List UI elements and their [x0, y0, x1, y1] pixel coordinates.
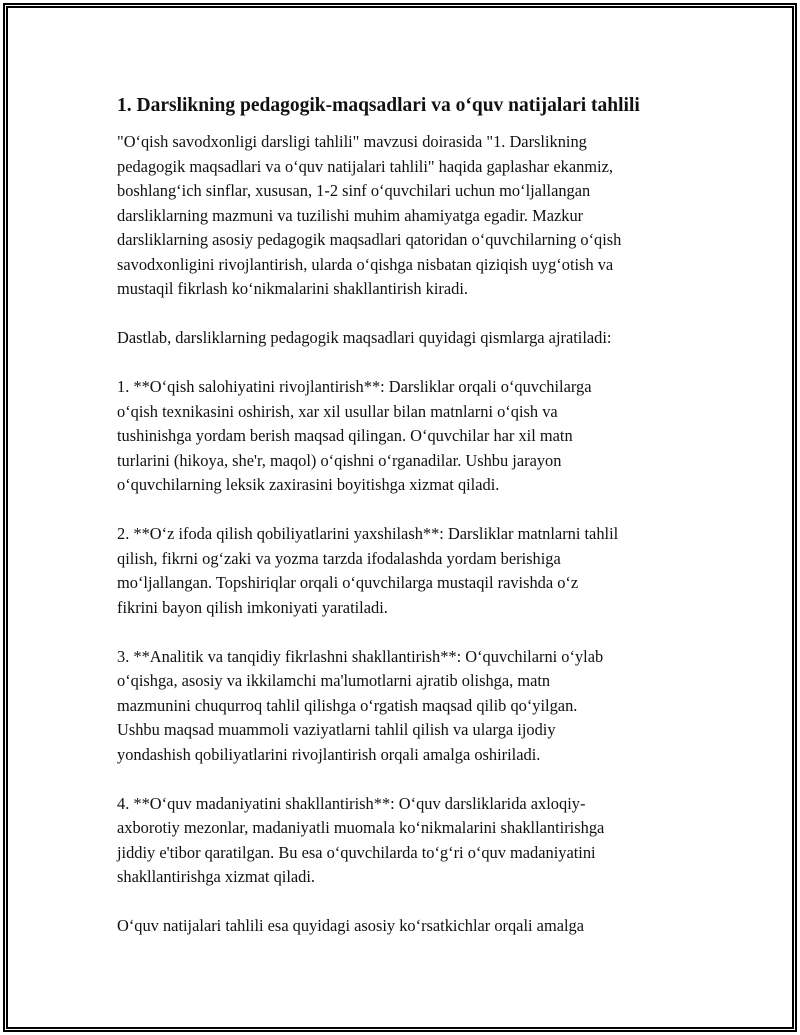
text-line: darsliklarning asosiy pedagogik maqsadlari qatoridan o‘quvchilarning o‘qish	[117, 230, 622, 249]
text-line: 3. **Analitik va tanqidiy fikrlashni shakllantirish**: O‘quvchilarni o‘ylab	[117, 646, 604, 666]
paragraph	[117, 522, 692, 620]
text-line: tushinishga yordam berish maqsad qilingan. O‘quvchilar har xil matn	[117, 426, 573, 445]
text-line: jiddiy e'tibor qaratilgan. Bu esa o‘quvchilarda to‘g‘ri o‘quv madaniyatini	[117, 842, 596, 862]
document-body	[117, 92, 692, 963]
text-line: yondashish qobiliyatlarini rivojlantirish orqali amalga oshiriladi.	[117, 744, 541, 764]
text-line: darsliklarning mazmuni va tuzilishi muhim ahamiyatga egadir. Mazkur	[117, 205, 584, 225]
text-line: mustaqil fikrlash ko‘nikmalarini shakllantirish kiradi.	[117, 279, 468, 298]
paragraph	[117, 645, 692, 768]
text-line: savodxonligini rivojlantirish, ularda o‘qishga nisbatan qiziqish uyg‘otish va	[117, 254, 614, 274]
text-line: 2. **O‘z ifoda qilish qobiliyatlarini yaxshilash**: Darsliklar matnlarni tahlil	[117, 524, 619, 543]
text-line: o‘qish texnikasini oshirish, xar xil usullar bilan matnlarni o‘qish va	[117, 401, 558, 421]
paragraph	[117, 792, 692, 890]
paragraph	[117, 326, 692, 351]
text-line: turlarini (hikoya, she'r, maqol) o‘qishni o‘rganadilar. Ushbu jarayon	[117, 450, 562, 470]
text-line: 1. **O‘qish salohiyatini rivojlantirish**: Darsliklar orqali o‘quvchilarga	[117, 377, 592, 396]
text-line: mo‘ljallangan. Topshiriqlar orqali o‘quvchilarga mustaqil ravishda o‘z	[117, 573, 579, 592]
text-line: shakllantirishga xizmat qiladi.	[117, 867, 316, 886]
paragraph	[117, 130, 692, 302]
text-line: pedagogik maqsadlari va o‘quv natijalari tahlili" haqida gaplashar ekanmiz,	[117, 156, 613, 176]
text-line: qilish, fikrni og‘zaki va yozma tarzda ifodalashda yordam berishiga	[117, 548, 561, 568]
paragraph	[117, 375, 692, 498]
section-heading: 1. Darslikning pedagogik-maqsadlari va o‘quv natijalari tahlili	[117, 95, 640, 116]
text-line: mazmunini chuqurroq tahlil qilishga o‘rgatish maqsad qilib qo‘yilgan.	[117, 695, 578, 715]
text-line: Ushbu maqsad muammoli vaziyatlarni tahlil qilish va ularga ijodiy	[117, 720, 556, 739]
text-line: "O‘qish savodxonligi darsligi tahlili" mavzusi doirasida "1. Darslikning	[117, 132, 587, 151]
text-line: o‘qishga, asosiy va ikkilamchi ma'lumotlarni ajratib olishga, matn	[117, 671, 551, 690]
text-line: boshlang‘ich sinflar, xususan, 1-2 sinf o‘quvchilari uchun mo‘ljallangan	[117, 181, 591, 200]
text-line: axborotiy mezonlar, madaniyatli muomala ko‘nikmalarini shakllantirishga	[117, 818, 605, 837]
text-line: Dastlab, darsliklarning pedagogik maqsadlari quyidagi qismlarga ajratiladi:	[117, 328, 612, 347]
paragraph	[117, 914, 692, 939]
paragraph-list	[117, 130, 692, 939]
text-line: 4. **O‘quv madaniyatini shakllantirish**: O‘quv darsliklarida axloqiy-	[117, 793, 586, 813]
text-line: O‘quv natijalari tahlili esa quyidagi asosiy ko‘rsatkichlar orqali amalga	[117, 916, 584, 935]
text-line: o‘quvchilarning leksik zaxirasini boyitishga xizmat qiladi.	[117, 475, 500, 494]
text-line: fikrini bayon qilish imkoniyati yaratiladi.	[117, 597, 388, 617]
